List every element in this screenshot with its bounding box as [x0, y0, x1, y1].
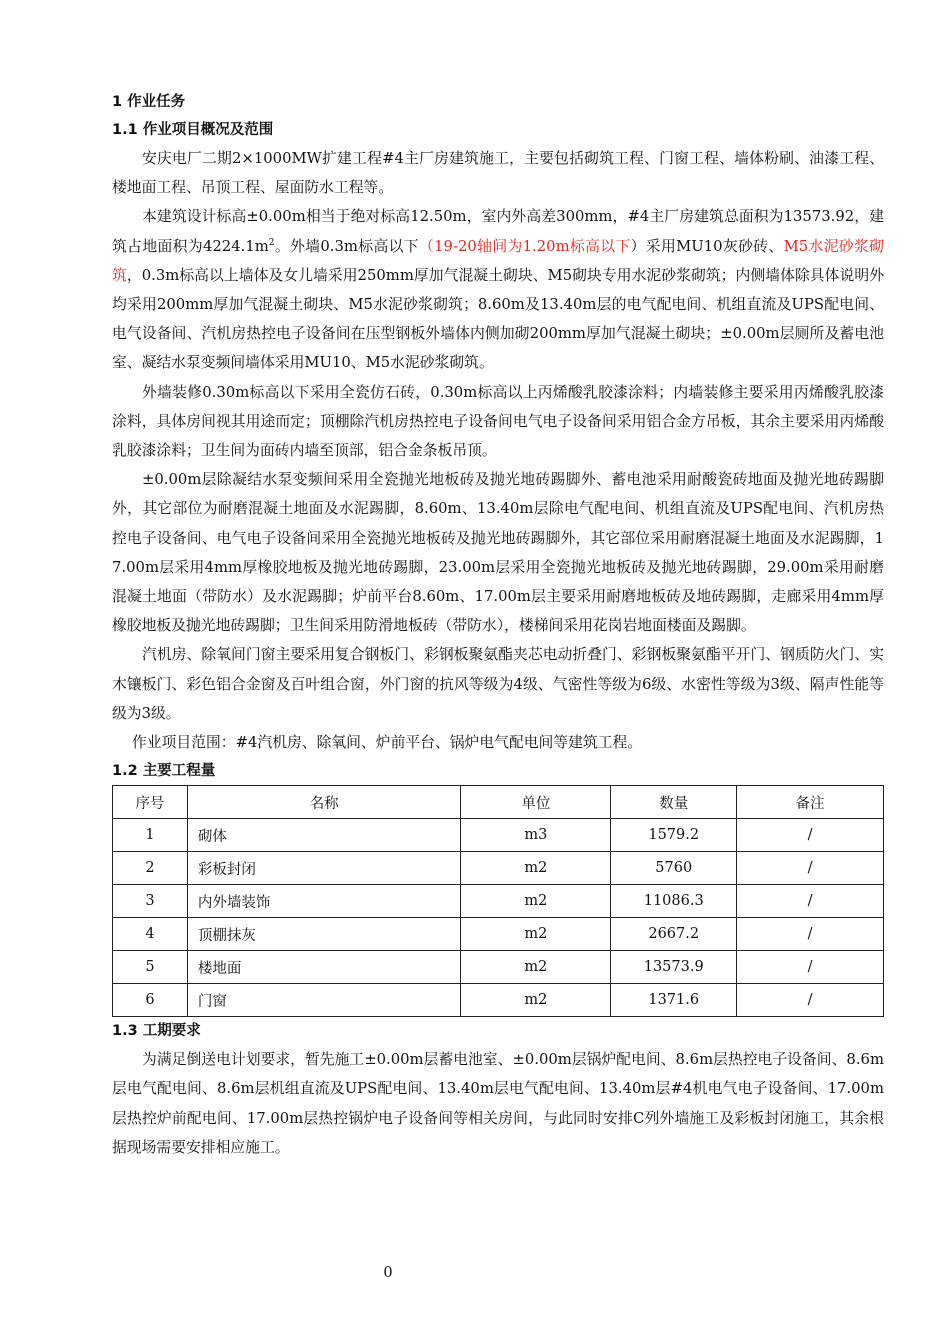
- section-1-2-heading: 1.2 主要工程量: [112, 763, 216, 780]
- design-elevation-paragraph: [112, 202, 884, 377]
- scope-paragraph: 作业项目范围：#4汽机房、除氧间、炉前平台、锅炉电气配电间等建筑工程。: [132, 734, 643, 752]
- cell-index: 3: [113, 885, 188, 918]
- cell-name: 彩板封闭: [187, 852, 461, 885]
- quantities-table: [112, 785, 884, 1017]
- design-text-a: 本建筑设计标高±0.00m相当于绝对标高12.50m，室内外高差300mm，#4主厂房建筑总面积为13573.92，建筑占地面积为4224.1m: [112, 208, 884, 255]
- cell-remark: /: [737, 918, 884, 951]
- cell-name: 门窗: [187, 984, 461, 1017]
- cell-name: 顶棚抹灰: [187, 918, 461, 951]
- table-row: [113, 918, 884, 951]
- highlighted-mortar-note: M5水泥砂浆砌筑: [112, 237, 884, 284]
- cell-index: 1: [113, 819, 188, 852]
- cell-name: 楼地面: [187, 951, 461, 984]
- page-number: 0: [383, 1265, 393, 1281]
- cell-index: 6: [113, 984, 188, 1017]
- table-row: [113, 819, 884, 852]
- cell-unit: m3: [461, 819, 611, 852]
- cell-quantity: 1579.2: [611, 819, 737, 852]
- cell-remark: /: [737, 984, 884, 1017]
- cell-remark: /: [737, 852, 884, 885]
- cell-quantity: 11086.3: [611, 885, 737, 918]
- cell-remark: /: [737, 819, 884, 852]
- cell-remark: /: [737, 951, 884, 984]
- header-quantity: 数量: [611, 786, 737, 819]
- header-name: 名称: [187, 786, 461, 819]
- cell-quantity: 1371.6: [611, 984, 737, 1017]
- cell-quantity: 2667.2: [611, 918, 737, 951]
- highlighted-axis-note: （19-20轴间为1.20m标高以下: [418, 237, 631, 255]
- section-1-3-heading: 1.3 工期要求: [112, 1023, 201, 1040]
- overview-paragraph: 安庆电厂二期2×1000MW扩建工程#4主厂房建筑施工，主要包括砌筑工程、门窗工程、墙体粉刷、油漆工程、楼地面工程、吊顶工程、屋面防水工程等。: [112, 150, 884, 197]
- cell-unit: m2: [461, 984, 611, 1017]
- table-row: [113, 885, 884, 918]
- cell-unit: m2: [461, 918, 611, 951]
- design-text-c: ）采用MU10灰砂砖、: [630, 237, 784, 255]
- cell-index: 2: [113, 852, 188, 885]
- section-1-1-heading: 1.1 作业项目概况及范围: [112, 122, 274, 138]
- cell-remark: /: [737, 885, 884, 918]
- schedule-paragraph: 为满足倒送电计划要求，暂先施工±0.00m层蓄电池室、±0.00m层锅炉配电间、8.6m层热控电子设备间、8.6m层电气配电间、8.6m层机组直流及UPS配电间、13.40m层电气配电间、13.40m层#4机电气电子设备间、17.00m层热控炉前配电间、17.00m层热控锅炉电子设备间等相关房间，与此同时安排C列外墙施工及彩板封闭施工，其余根据现场需要安排相应施工。: [112, 1051, 884, 1156]
- doors-windows-paragraph: 汽机房、除氧间门窗主要采用复合钢板门、彩钢板聚氨酯夹芯电动折叠门、彩钢板聚氨酯平开门、钢质防火门、实木镶板门、彩色铝合金窗及百叶组合窗，外门窗的抗风等级为4级、气密性等级为6级、水密性等级为3级、隔声性能等级为3级。: [112, 646, 884, 722]
- floor-finish-paragraph: ±0.00m层除凝结水泵变频间采用全瓷抛光地板砖及抛光地砖踢脚外、蓄电池采用耐酸瓷砖地面及抛光地砖踢脚外，其它部位为耐磨混凝土地面及水泥踢脚，8.60m、13.40m层除电气配电间、机组直流及UPS配电间、汽机房热控电子设备间、电气电子设备间采用全瓷抛光地板砖及抛光地砖踢脚外，其它部位采用耐磨混凝土地面及水泥踢脚，17.00m层采用4mm厚橡胶地板及抛光地砖踢脚，23.00m层采用全瓷抛光地板砖及抛光地砖踢脚，29.00m采用耐磨混凝土地面（带防水）及水泥踢脚；炉前平台8.60m、17.00m层主要采用耐磨地板砖及地砖踢脚，走廊采用4mm厚橡胶地板及抛光地砖踢脚；卫生间采用防滑地板砖（带防水），楼梯间采用花岗岩地面楼面及踢脚。: [112, 471, 884, 635]
- cell-name: 内外墙装饰: [187, 885, 461, 918]
- cell-quantity: 13573.9: [611, 951, 737, 984]
- cell-quantity: 5760: [611, 852, 737, 885]
- section-1-heading: 1 作业任务: [112, 94, 186, 110]
- cell-unit: m2: [461, 885, 611, 918]
- area-unit-superscript: 2: [268, 237, 275, 248]
- table-header-row: [113, 786, 884, 819]
- header-remark: 备注: [737, 786, 884, 819]
- cell-unit: m2: [461, 852, 611, 885]
- design-text-d: ，0.3m标高以上墙体及女儿墙采用250mm厚加气混凝土砌块、M5砌块专用水泥砂浆砌筑；内侧墙体除具体说明外均采用200mm厚加气混凝土砌块、M5水泥砂浆砌筑；8.60m及13.40m层的电气配电间、机组直流及UPS配电间、电气设备间、汽机房热控电子设备间在压型钢板外墙体内侧加砌200mm厚加气混凝土砌块；±0.00m层厕所及蓄电池室、凝结水泵变频间墙体采用MU10、M5水泥砂浆砌筑。: [112, 266, 884, 372]
- design-text-b: 。外墙0.3m标高以下: [274, 237, 419, 255]
- wall-finish-paragraph: 外墙装修0.30m标高以下采用全瓷仿石砖，0.30m标高以上丙烯酸乳胶漆涂料；内墙装修主要采用丙烯酸乳胶漆涂料，具体房间视其用途而定；顶棚除汽机房热控电子设备间电气电子设备间采用铝合金方吊板，其余主要采用丙烯酸乳胶漆涂料；卫生间为面砖内墙至顶部，铝合金条板吊顶。: [112, 383, 884, 460]
- cell-name: 砌体: [187, 819, 461, 852]
- cell-index: 5: [113, 951, 188, 984]
- header-index: 序号: [113, 786, 188, 819]
- document-page: [112, 88, 884, 1162]
- cell-unit: m2: [461, 951, 611, 984]
- cell-index: 4: [113, 918, 188, 951]
- table-row: [113, 852, 884, 885]
- table-row: [113, 951, 884, 984]
- table-row: [113, 984, 884, 1017]
- header-unit: 单位: [461, 786, 611, 819]
